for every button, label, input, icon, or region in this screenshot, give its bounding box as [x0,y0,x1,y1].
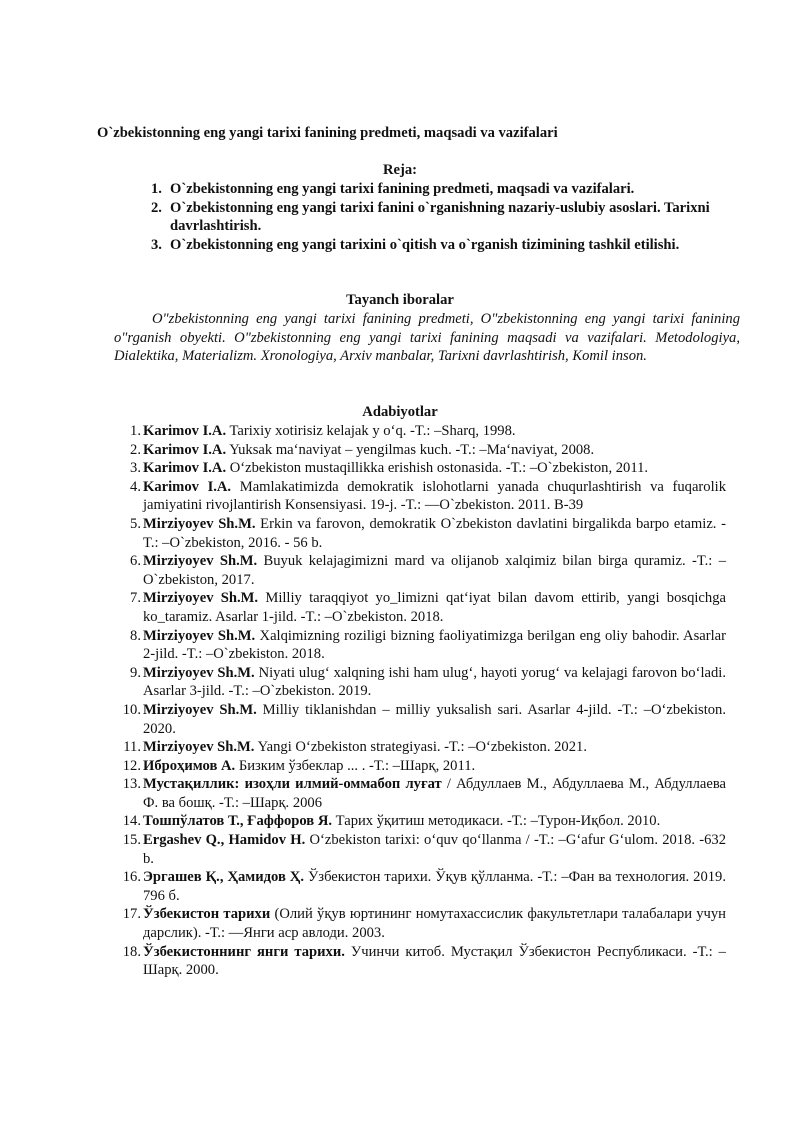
reference-item [114,478,726,515]
reference-author: Mirziyoyev Sh.M. [143,553,258,570]
reference-number: 11. [123,739,141,756]
reference-author: Mirziyoyev Sh.M. [143,701,257,718]
reference-number: 2. [130,441,141,458]
reference-text: Milliy tiklanishdan – milliy yuksalish sari. Asarlar 4-jild. -T.: –O‘zbekiston. 2020. [143,701,726,737]
reference-text: (Олий ўқув юртининг номутахассислик факультетлари талабалари учун дарслик). -Т.: ―Янги аср авлоди. 2003. [143,906,726,942]
reference-item [114,422,726,441]
reference-text: Tarixiy xotirisiz kelajak y o‘q. -T.: –Sharq, 1998. [226,423,516,439]
plan-item [151,199,741,236]
reference-number: 8. [130,627,141,644]
reference-item [114,627,726,664]
reference-number: 15. [122,832,141,849]
reference-text: Erkin va farovon, demokratik O`zbekiston davlatini birgalikda barpo etamiz. -T.: –O`zbekiston, 2016. - 56 b. [143,515,726,551]
reference-author: Mirziyoyev Sh.M. [143,664,255,681]
reference-item [114,441,726,460]
reference-number: 18. [122,943,141,960]
reference-text: Yangi O‘zbekiston strategiyasi. -T.: –O‘zbekiston. 2021. [254,739,587,756]
reference-item [114,515,726,552]
reference-number: 9. [130,664,141,681]
reference-number: 1. [130,423,141,439]
reference-number: 6. [130,553,141,570]
reference-item [114,459,726,478]
plan-item-text: O`zbekistonning eng yangi tarixi fanini o`rganishning nazariy-uslubiy asoslari. Tarixni davrlashtirish. [170,199,710,235]
reference-item [114,757,726,776]
reference-number: 5. [130,515,141,532]
reference-author: Ўзбекистоннинг янги тарихи. [143,943,345,960]
reference-item [114,868,726,905]
reference-item [114,943,726,980]
reference-text: Buyuk kelajagimizni mard va olijanob xalqimiz bilan birga quramiz. -T.: –O`zbekiston, 2017. [143,553,726,588]
reference-item [114,775,726,812]
reference-text: O‘zbekiston mustaqillikka erishish ostonasida. -T.: –O`zbekiston, 2011. [226,460,649,477]
reference-item [114,701,726,738]
reference-item [114,738,726,757]
reference-text: Бизким ўзбеклар ... . -Т.: –Шарқ, 2011. [235,757,476,774]
reference-author: Mirziyoyev Sh.M. [143,739,255,756]
reference-author: Ergashev Q., Hamidov H. [143,832,306,849]
keywords-text: O"zbekistonning eng yangi tarixi fanining predmeti, O"zbekistonning eng yangi tarixi fanining o"rganish obyekti. O"zbekistonning eng yangi tarixi fanining maqsadi va vazifalari. Metodologiya, Dialektika, Materializm. Xronologiya, Arxiv manbalar, Tarixni davrlashtirish, Komil inson. [114,311,740,365]
plan-item [151,236,741,255]
reference-number: 12. [122,757,141,774]
references-list [114,422,726,980]
keywords-heading: Tayanch iboralar [346,292,454,308]
reference-number: 16. [122,869,141,886]
reference-item [114,831,726,868]
reference-item [114,905,726,942]
reference-item [114,812,726,831]
reference-number: 17. [122,906,141,923]
reference-author: Иброҳимов А. [143,757,236,774]
reference-author: Karimov I.A. [143,441,227,458]
reference-item [114,664,726,701]
plan-list [151,180,741,254]
plan-item-text: O`zbekistonning eng yangi tarixi fanining predmeti, maqsadi va vazifalari. [170,181,635,197]
plan-heading: Reja: [382,162,418,178]
reference-author: Karimov I.A. [143,423,227,439]
plan-item-number: 1. [151,181,162,197]
page-title: O`zbekistonning eng yangi tarixi fanining predmeti, maqsadi va vazifalari [97,125,558,141]
reference-author: Mirziyoyev Sh.M. [143,627,256,644]
reference-text: Ўзбекистон тарихи. Ўқув қўлланма. -Т.: –Фан ва технология. 2019. 796 б. [143,869,727,904]
reference-text: Mamlakatimizda demokratik islohotlarni yanada chuqurlashtirish va fuqarolik jamiyatini rivojlantirish Konsensiyasi. 19-j. -T.: ―O`zbekiston. 2011. B-39 [143,478,726,514]
reference-author: Мустақиллик: изоҳли илмий-оммабоп луғат [143,776,442,793]
reference-number: 7. [130,590,141,607]
plan-item-number: 2. [151,199,162,216]
plan-item-text: O`zbekistonning eng yangi tarixini o`qitish va o`rganish tizimining tashkil etilishi. [170,236,680,253]
reference-text: / Абдуллаев М., Абдуллаева М., Абдуллаева Ф. ва бошқ. -Т.: –Шарқ. 2006 [143,776,726,811]
reference-author: Karimov I.A. [143,460,227,477]
reference-author: Karimov I.A. [143,478,232,495]
reference-text: Xalqimizning roziligi bizning faoliyatimizga berilgan eng oliy bahodir. Asarlar 2-jild. -T.: –O`zbekiston. 2018. [143,627,726,663]
reference-author: Mirziyoyev Sh.M. [143,590,259,607]
reference-number: 3. [130,460,141,477]
plan-item-number: 3. [151,236,162,253]
reference-number: 14. [122,813,141,830]
reference-item [114,552,726,589]
reference-number: 4. [130,478,141,495]
reference-text: O‘zbekiston tarixi: o‘quv qo‘llanma / -T.: –G‘afur G‘ulom. 2018. -632 b. [143,832,726,867]
reference-number: 10. [122,701,141,718]
reference-author: Mirziyoyev Sh.M. [143,515,256,532]
reference-text: Тарих ўқитиш методикаси. -Т.: –Турон-Иқбол. 2010. [332,813,661,830]
reference-text: Учинчи китоб. Мустақил Ўзбекистон Республикаси. -Т.: –Шарқ. 2000. [143,943,726,979]
reference-author: Эргашев Қ., Ҳамидов Ҳ. [143,869,304,886]
reference-text: Niyati ulug‘ xalqning ishi ham ulug‘, hayoti yorug‘ va kelajagi farovon bo‘ladi. Asarlar 3-jild. -T.: –O`zbekiston. 2019. [143,664,726,700]
reference-number: 13. [122,776,141,793]
reference-text: Yuksak ma‘naviyat – yengilmas kuch. -T.: –Ma‘naviyat, 2008. [226,441,595,458]
references-heading: Adabiyotlar [362,404,438,420]
plan-item [151,180,741,199]
reference-author: Тошпўлатов Т., Ғаффоров Я. [143,813,333,830]
reference-item [114,589,726,626]
reference-text: Milliy taraqqiyot yo_limizni qat‘iyat bilan davom ettirib, yangi bosqichga ko_taramiz. Asarlar 1-jild. -T.: –O`zbekiston. 2018. [143,590,726,625]
reference-author: Ўзбекистон тарихи [143,906,271,923]
